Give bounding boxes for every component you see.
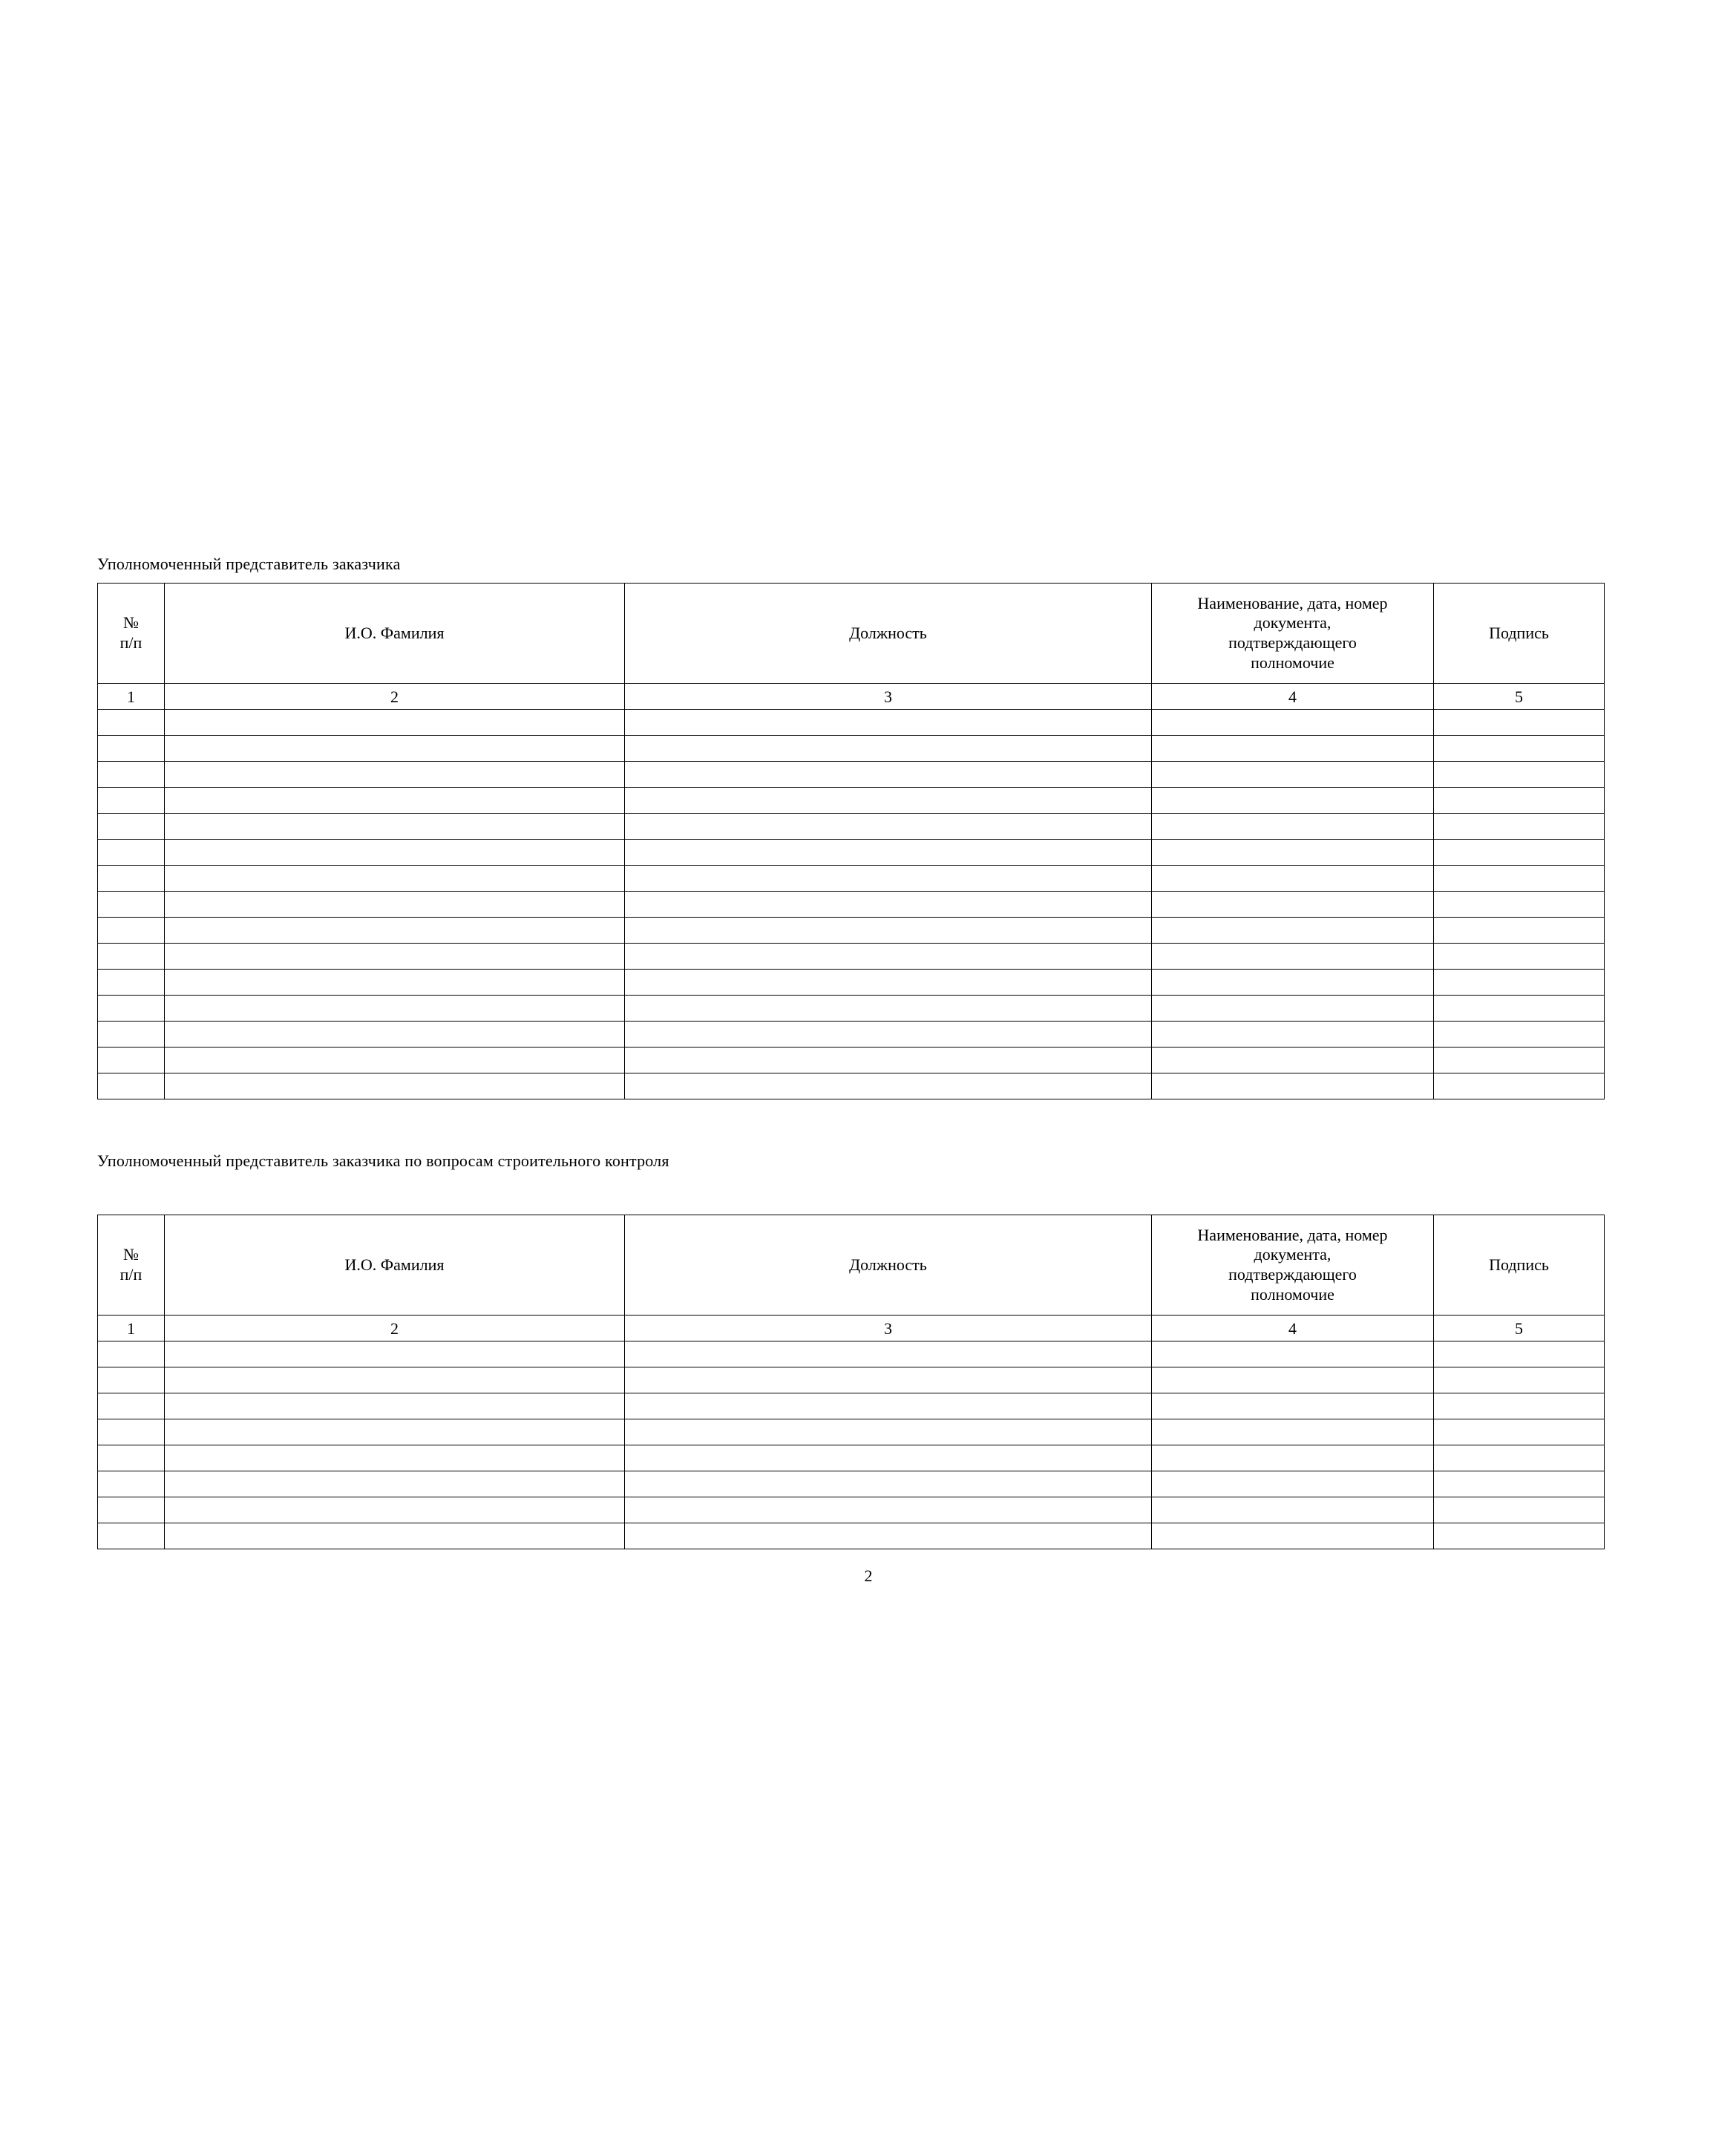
table-cell-empty[interactable] xyxy=(98,866,165,892)
table-cell-empty[interactable] xyxy=(625,996,1152,1022)
registry-table-1 xyxy=(97,583,1605,1099)
table-cell-empty[interactable] xyxy=(98,710,165,736)
table-cell-empty[interactable] xyxy=(165,1073,625,1099)
table-row[interactable] xyxy=(98,1073,1605,1099)
table-cell-empty[interactable] xyxy=(98,1341,165,1367)
table-cell-empty[interactable] xyxy=(165,1341,625,1367)
table-cell-empty[interactable] xyxy=(1434,814,1605,840)
table-cell-empty[interactable] xyxy=(1152,944,1434,970)
table-cell-empty[interactable] xyxy=(625,1073,1152,1099)
table-header-row xyxy=(98,1215,1605,1316)
table-cell-empty[interactable] xyxy=(625,710,1152,736)
table-cell-empty[interactable] xyxy=(98,944,165,970)
table-cell-empty[interactable] xyxy=(98,1367,165,1393)
table-cell-empty[interactable] xyxy=(165,710,625,736)
table-cell-empty[interactable] xyxy=(1152,788,1434,814)
table-row[interactable] xyxy=(98,788,1605,814)
table-cell-empty[interactable] xyxy=(165,1048,625,1073)
table-cell-empty[interactable] xyxy=(625,814,1152,840)
table-cell-empty[interactable] xyxy=(98,918,165,944)
table-cell-empty[interactable] xyxy=(1152,1022,1434,1048)
table-cell-empty[interactable] xyxy=(625,1393,1152,1419)
table-cell-empty[interactable] xyxy=(1434,1022,1605,1048)
table-cell-empty[interactable] xyxy=(165,814,625,840)
table-cell-empty[interactable] xyxy=(98,970,165,996)
table-cell-empty[interactable] xyxy=(625,1523,1152,1549)
header-line: документа, xyxy=(1254,1245,1332,1264)
registry-table-2 xyxy=(97,1215,1605,1549)
table-row[interactable] xyxy=(98,1393,1605,1419)
table-cell-empty[interactable] xyxy=(1434,762,1605,788)
table-cell-empty[interactable] xyxy=(1152,1445,1434,1471)
table-cell-empty[interactable] xyxy=(1152,996,1434,1022)
table-cell-empty[interactable] xyxy=(98,814,165,840)
table-row[interactable] xyxy=(98,762,1605,788)
table-row[interactable] xyxy=(98,1497,1605,1523)
header-line: п/п xyxy=(119,1265,143,1284)
table-cell-empty[interactable] xyxy=(625,1497,1152,1523)
table-cell-empty[interactable] xyxy=(625,970,1152,996)
table-cell-empty[interactable] xyxy=(165,1367,625,1393)
table-cell-empty[interactable] xyxy=(1434,1393,1605,1419)
table-row[interactable] xyxy=(98,1341,1605,1367)
page-number: 2 xyxy=(864,1566,873,1585)
header-line: полномочие xyxy=(1251,1285,1334,1304)
table-cell-empty[interactable] xyxy=(98,1471,165,1497)
table-cell-empty[interactable] xyxy=(165,736,625,762)
column-number: 2 xyxy=(165,684,625,710)
table-cell-empty[interactable] xyxy=(625,866,1152,892)
table-cell-empty[interactable] xyxy=(98,736,165,762)
table-cell-empty[interactable] xyxy=(1434,788,1605,814)
table-cell-empty[interactable] xyxy=(1434,918,1605,944)
table-cell-empty[interactable] xyxy=(1152,918,1434,944)
table-cell-empty[interactable] xyxy=(1434,1523,1605,1549)
table-row[interactable] xyxy=(98,814,1605,840)
header-line: № xyxy=(123,1245,139,1264)
header-cell-name xyxy=(165,1215,625,1316)
table-cell-empty[interactable] xyxy=(1152,814,1434,840)
table-header-row xyxy=(98,584,1605,684)
header-cell-position xyxy=(625,584,1152,684)
section-title: Уполномоченный представитель заказчика xyxy=(97,555,401,573)
table-cell-empty[interactable] xyxy=(1434,1048,1605,1073)
column-number: 5 xyxy=(1434,1316,1605,1341)
table-cell-empty[interactable] xyxy=(98,1523,165,1549)
table-cell-empty[interactable] xyxy=(165,996,625,1022)
column-number: 1 xyxy=(98,1316,165,1341)
table-row[interactable] xyxy=(98,1471,1605,1497)
table-cell-empty[interactable] xyxy=(165,866,625,892)
table-row[interactable] xyxy=(98,1419,1605,1445)
header-line: подтверждающего xyxy=(1228,633,1357,653)
table-cell-empty[interactable] xyxy=(98,1393,165,1419)
header-cell-number xyxy=(98,584,165,684)
header-line: п/п xyxy=(119,633,143,653)
header-line: Должность xyxy=(849,623,927,642)
table-cell-empty[interactable] xyxy=(1434,892,1605,918)
table-cell-empty[interactable] xyxy=(625,1419,1152,1445)
column-number: 3 xyxy=(625,684,1152,710)
table-cell-empty[interactable] xyxy=(1152,1419,1434,1445)
table-cell-empty[interactable] xyxy=(625,892,1152,918)
table-cell-empty[interactable] xyxy=(625,1471,1152,1497)
header-line: полномочие xyxy=(1251,653,1334,673)
header-line: подтверждающего xyxy=(1228,1265,1357,1284)
table-cell-empty[interactable] xyxy=(1434,1073,1605,1099)
table-cell-empty[interactable] xyxy=(1434,970,1605,996)
table-cell-empty[interactable] xyxy=(625,1048,1152,1073)
table-cell-empty[interactable] xyxy=(1434,710,1605,736)
header-cell-document xyxy=(1152,1215,1434,1316)
table-cell-empty[interactable] xyxy=(98,1022,165,1048)
section-construction-control-representative xyxy=(97,1152,1605,1549)
table-cell-empty[interactable] xyxy=(165,1471,625,1497)
table-column-number-row xyxy=(98,684,1605,710)
table-cell-empty[interactable] xyxy=(165,1393,625,1419)
table-cell-empty[interactable] xyxy=(98,788,165,814)
column-number: 4 xyxy=(1152,684,1434,710)
header-line: Наименование, дата, номер xyxy=(1197,1225,1388,1244)
table-cell-empty[interactable] xyxy=(1434,736,1605,762)
table-cell-empty[interactable] xyxy=(625,918,1152,944)
table-cell-empty[interactable] xyxy=(1434,866,1605,892)
header-line: Должность xyxy=(849,1255,927,1274)
header-line: И.О. Фамилия xyxy=(344,1255,445,1274)
table-cell-empty[interactable] xyxy=(98,1048,165,1073)
header-cell-number xyxy=(98,1215,165,1316)
table-cell-empty[interactable] xyxy=(98,1073,165,1099)
table-cell-empty[interactable] xyxy=(165,970,625,996)
header-line: И.О. Фамилия xyxy=(344,623,445,642)
table-cell-empty[interactable] xyxy=(625,762,1152,788)
header-cell-signature xyxy=(1434,584,1605,684)
section-title: Уполномоченный представитель заказчика по вопросам строительного контроля xyxy=(97,1151,669,1170)
table-row[interactable] xyxy=(98,1048,1605,1073)
table-cell-empty[interactable] xyxy=(1152,866,1434,892)
table-cell-empty[interactable] xyxy=(165,1445,625,1471)
table-cell-empty[interactable] xyxy=(165,840,625,866)
header-cell-position xyxy=(625,1215,1152,1316)
header-line: Наименование, дата, номер xyxy=(1197,593,1388,612)
table-cell-empty[interactable] xyxy=(1152,892,1434,918)
table-row[interactable] xyxy=(98,710,1605,736)
table-cell-empty[interactable] xyxy=(1434,1497,1605,1523)
table-cell-empty[interactable] xyxy=(1152,1048,1434,1073)
table-cell-empty[interactable] xyxy=(625,1445,1152,1471)
table-cell-empty[interactable] xyxy=(1152,1523,1434,1549)
column-number: 3 xyxy=(625,1316,1152,1341)
header-line: документа, xyxy=(1254,613,1332,633)
table-cell-empty[interactable] xyxy=(625,1341,1152,1367)
table-row[interactable] xyxy=(98,866,1605,892)
table-cell-empty[interactable] xyxy=(98,1445,165,1471)
table-row[interactable] xyxy=(98,736,1605,762)
table-cell-empty[interactable] xyxy=(1152,736,1434,762)
table-row[interactable] xyxy=(98,996,1605,1022)
table-cell-empty[interactable] xyxy=(1152,1393,1434,1419)
table-row[interactable] xyxy=(98,892,1605,918)
table-body-2 xyxy=(98,1341,1605,1549)
table-cell-empty[interactable] xyxy=(1434,840,1605,866)
table-cell-empty[interactable] xyxy=(1152,762,1434,788)
table-row[interactable] xyxy=(98,970,1605,996)
header-cell-signature xyxy=(1434,1215,1605,1316)
column-number: 1 xyxy=(98,684,165,710)
column-number: 2 xyxy=(165,1316,625,1341)
header-line: № xyxy=(123,613,139,633)
table-cell-empty[interactable] xyxy=(625,944,1152,970)
table-cell-empty[interactable] xyxy=(165,1523,625,1549)
table-cell-empty[interactable] xyxy=(165,1497,625,1523)
table-cell-empty[interactable] xyxy=(165,788,625,814)
table-cell-empty[interactable] xyxy=(1152,1497,1434,1523)
table-cell-empty[interactable] xyxy=(165,1022,625,1048)
table-cell-empty[interactable] xyxy=(98,996,165,1022)
table-row[interactable] xyxy=(98,840,1605,866)
table-row[interactable] xyxy=(98,1523,1605,1549)
table-cell-empty[interactable] xyxy=(1152,1341,1434,1367)
table-cell-empty[interactable] xyxy=(625,1367,1152,1393)
table-cell-empty[interactable] xyxy=(165,762,625,788)
table-cell-empty[interactable] xyxy=(98,1419,165,1445)
table-cell-empty[interactable] xyxy=(165,918,625,944)
table-cell-empty[interactable] xyxy=(1434,996,1605,1022)
table-cell-empty[interactable] xyxy=(165,892,625,918)
table-body-1 xyxy=(98,710,1605,1099)
column-number: 4 xyxy=(1152,1316,1434,1341)
table-cell-empty[interactable] xyxy=(1152,1073,1434,1099)
table-cell-empty[interactable] xyxy=(1152,840,1434,866)
table-row[interactable] xyxy=(98,1022,1605,1048)
table-cell-empty[interactable] xyxy=(1152,970,1434,996)
table-cell-empty[interactable] xyxy=(98,1497,165,1523)
table-cell-empty[interactable] xyxy=(625,736,1152,762)
section-customer-representative xyxy=(97,555,1605,1099)
table-row[interactable] xyxy=(98,944,1605,970)
table-row[interactable] xyxy=(98,1367,1605,1393)
table-cell-empty[interactable] xyxy=(1152,1367,1434,1393)
table-column-number-row xyxy=(98,1316,1605,1341)
table-cell-empty[interactable] xyxy=(1434,944,1605,970)
table-cell-empty[interactable] xyxy=(625,788,1152,814)
table-cell-empty[interactable] xyxy=(165,944,625,970)
table-cell-empty[interactable] xyxy=(98,840,165,866)
table-cell-empty[interactable] xyxy=(1152,710,1434,736)
header-line: Подпись xyxy=(1489,623,1549,642)
table-cell-empty[interactable] xyxy=(98,892,165,918)
table-row[interactable] xyxy=(98,1445,1605,1471)
table-cell-empty[interactable] xyxy=(98,762,165,788)
column-number: 5 xyxy=(1434,684,1605,710)
table-cell-empty[interactable] xyxy=(1434,1367,1605,1393)
table-row[interactable] xyxy=(98,918,1605,944)
header-line: Подпись xyxy=(1489,1255,1549,1274)
table-cell-empty[interactable] xyxy=(1434,1445,1605,1471)
table-cell-empty[interactable] xyxy=(165,1419,625,1445)
table-cell-empty[interactable] xyxy=(625,840,1152,866)
table-cell-empty[interactable] xyxy=(1434,1471,1605,1497)
header-cell-name xyxy=(165,584,625,684)
header-cell-document xyxy=(1152,584,1434,684)
table-cell-empty[interactable] xyxy=(625,1022,1152,1048)
table-cell-empty[interactable] xyxy=(1434,1419,1605,1445)
table-cell-empty[interactable] xyxy=(1434,1341,1605,1367)
table-cell-empty[interactable] xyxy=(1152,1471,1434,1497)
